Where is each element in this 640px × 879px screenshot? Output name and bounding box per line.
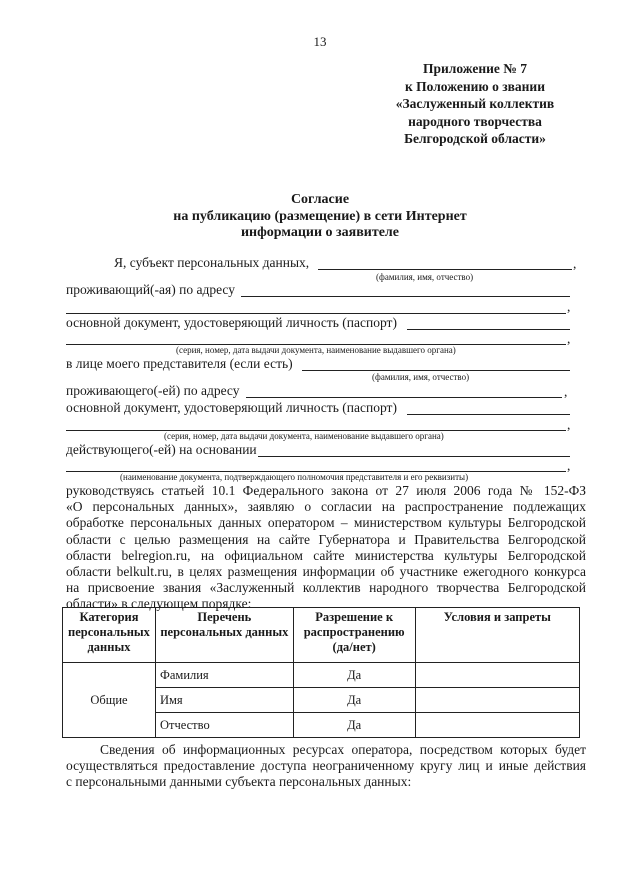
paragraph-line: на присвоение звания «Заслуженный коллектив народного творчества Белгородской xyxy=(66,580,586,596)
conditions-cell[interactable] xyxy=(415,663,579,688)
paragraph-line: области» в следующем порядке: xyxy=(66,596,252,612)
data-name-cell: Отчество xyxy=(155,713,293,738)
permission-cell[interactable]: Да xyxy=(293,688,415,713)
table-row xyxy=(63,663,580,688)
page-number: 13 xyxy=(313,34,327,49)
appendix-line-5: Белгородской области» xyxy=(404,131,546,146)
header-permission: Разрешение к распространению (да/нет) xyxy=(293,608,415,663)
paragraph-line: обработке персональных данных оператором – министерством культуры Белгородской xyxy=(66,515,586,531)
rep-doc-caption: (серия, номер, дата выдачи документа, наименование выдавшего органа) xyxy=(164,431,444,441)
residing-address-line[interactable] xyxy=(241,296,570,297)
paragraph-line: области belkult.ru, в целях размещения информации об участнике ежегодного конкурса xyxy=(66,564,586,580)
rep-residing-label: проживающего(-ей) по адресу xyxy=(66,383,240,398)
appendix-line-2: к Положению о звании xyxy=(405,78,545,94)
residing-label: проживающий(-ая) по адресу xyxy=(66,282,235,297)
comma: , xyxy=(567,331,571,346)
table-header-row xyxy=(63,608,580,663)
appendix-line-3: «Заслуженный коллектив xyxy=(395,96,555,111)
title-line-1: Согласие xyxy=(290,192,350,207)
header-conditions: Условия и запреты xyxy=(415,608,579,663)
appendix-header xyxy=(360,60,590,148)
subject-label: Я, субъект персональных данных, xyxy=(114,255,310,270)
comma: , xyxy=(573,256,577,271)
conditions-cell[interactable] xyxy=(415,688,579,713)
acting-basis-line[interactable] xyxy=(258,456,570,457)
paragraph-line: осуществляться предоставление доступа неограниченному кругу лиц и иные действия xyxy=(66,758,586,774)
operator-resources-paragraph xyxy=(66,742,586,791)
rep-name-line[interactable] xyxy=(302,370,570,371)
header-category: Категория персональных данных xyxy=(63,608,156,663)
comma: , xyxy=(567,299,571,314)
title-line-2: на публикацию (размещение) в сети Интернет xyxy=(173,208,467,224)
permission-cell[interactable]: Да xyxy=(293,713,415,738)
main-doc-label: основной документ, удостоверяющий личность (паспорт) xyxy=(66,315,397,330)
paragraph-line: с персональными данными субъекта персональных данных: xyxy=(66,774,412,790)
comma: , xyxy=(567,417,571,432)
paragraph-line: области belregion.ru, на официальном сайте министерства культуры Белгородской xyxy=(66,547,586,563)
paragraph-line: руководствуясь статьей 10.1 Федерального закона от 27 июля 2006 года № 152-ФЗ xyxy=(66,483,586,498)
acting-caption: (наименование документа, подтверждающего полномочия представителя и его реквизиты) xyxy=(120,472,469,482)
rep-label: в лице моего представителя (если есть) xyxy=(66,356,293,371)
paragraph-line: «О персональных данных», заявляю о согласии на распространение подлежащих xyxy=(66,499,586,515)
permission-cell[interactable]: Да xyxy=(293,663,415,688)
rep-residing-line[interactable] xyxy=(246,397,562,398)
consent-paragraph xyxy=(66,483,586,613)
acting-label: действующего(-ей) на основании xyxy=(66,442,257,457)
rep-caption: (фамилия, имя, отчество) xyxy=(372,372,470,382)
appendix-line-1: Приложение № 7 xyxy=(423,61,527,76)
personal-data-table xyxy=(62,607,580,738)
subject-name-line[interactable] xyxy=(318,269,572,270)
data-name-cell: Имя xyxy=(155,688,293,713)
title-line-3: информации о заявителе xyxy=(240,225,400,240)
rep-doc-line[interactable] xyxy=(407,414,570,415)
data-name-cell: Фамилия xyxy=(155,663,293,688)
appendix-line-4: народного творчества xyxy=(408,113,542,129)
subject-caption: (фамилия, имя, отчество) xyxy=(376,272,474,282)
category-cell: Общие xyxy=(63,663,156,738)
conditions-cell[interactable] xyxy=(415,713,579,738)
header-list: Перечень персональных данных xyxy=(155,608,293,663)
comma: , xyxy=(564,384,568,399)
paragraph-line: Сведения об информационных ресурсах оператора, посредством которых будет xyxy=(100,742,586,757)
main-doc-line[interactable] xyxy=(407,329,570,330)
doc-caption: (серия, номер, дата выдачи документа, наименование выдавшего органа) xyxy=(176,345,456,355)
paragraph-line: области с целью размещения на сайте Губернатора и Правительства Белгородской xyxy=(66,531,586,547)
comma: , xyxy=(567,458,571,473)
document-title xyxy=(80,192,560,242)
residing-address-line-2[interactable] xyxy=(66,313,566,314)
rep-doc-label: основной документ, удостоверяющий личность (паспорт) xyxy=(66,400,397,415)
